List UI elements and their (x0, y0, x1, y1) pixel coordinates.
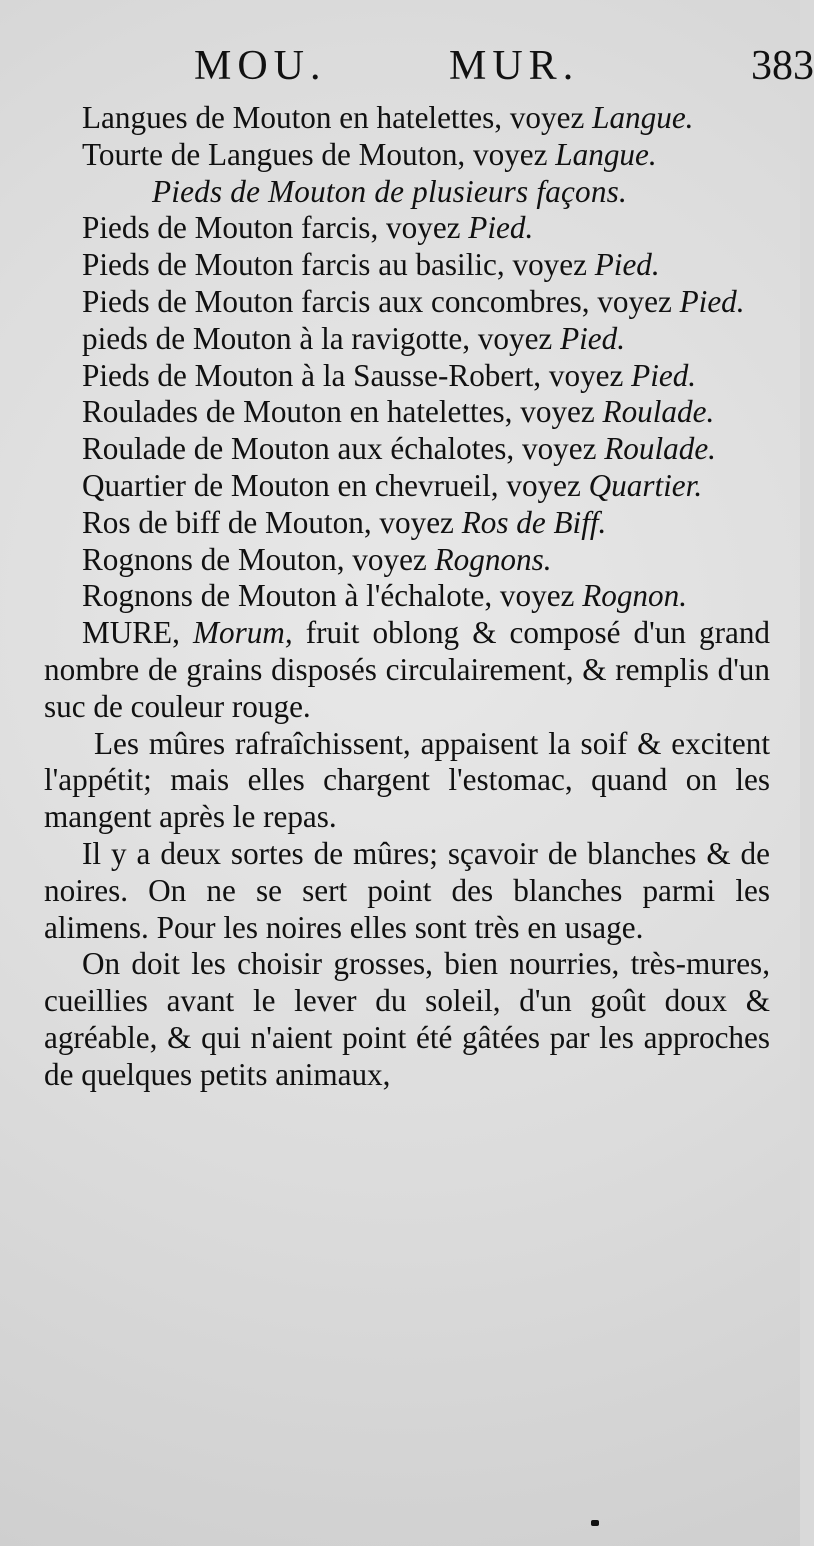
cross-reference: Langue. (555, 136, 657, 172)
entry-tourte-langues: Tourte de Langues de Mouton, voyez Langue. (82, 136, 657, 172)
entry-pieds-sausse-robert: Pieds de Mouton à la Sausse-Robert, voyez Pied. (82, 357, 697, 393)
cross-reference: Roulade. (602, 394, 715, 430)
cross-reference: Pied. (631, 357, 697, 393)
entry-pieds-ravigotte: pieds de Mouton à la ravigotte, voyez Pied. (82, 320, 626, 356)
entry-roulade-echalotes: Roulade de Mouton aux échalotes, voyez Roulade. (82, 431, 716, 467)
cross-reference: Quartier. (588, 467, 703, 503)
entry-langues-hatelettes: Langues de Mouton en hatelettes, voyez Langue. (82, 100, 694, 135)
cross-reference: Pied. (594, 247, 660, 283)
cross-reference: Langue. (592, 100, 694, 135)
headword: MURE, (82, 615, 193, 651)
entry-roulades-hatelettes: Roulades de Mouton en hatelettes, voyez Roulade. (82, 394, 715, 430)
entry-pieds-basilic: Pieds de Mouton farcis au basilic, voyez Pied. (82, 247, 660, 283)
cross-reference: Rognons. (434, 541, 552, 577)
entry-rognons-echalote: Rognons de Mouton à l'échalote, voyez Rognon. (82, 578, 688, 614)
cross-reference: Pied. (679, 283, 745, 319)
cross-reference: Pied. (468, 210, 534, 246)
cross-reference: Roulade. (604, 431, 716, 467)
paragraph-choix: On doit les choisir grosses, bien nourries, très-mures, cueillies avant le lever du soleil, d'un goût doux & agréable, & qui n'aient point été gâtées par les approches de quelques petits animaux, (44, 946, 770, 1092)
header-left-word: MOU. (194, 43, 327, 89)
cross-reference: Pied. (560, 320, 626, 356)
paragraph-proprietes: Les mûres rafraîchissent, appaisent la soif & excitent l'appétit; mais elles chargent l'estomac, quand on les mangent après le repas. (44, 725, 770, 835)
subheading-pieds: Pieds de Mouton de plusieurs façons. (152, 173, 627, 209)
entry-pieds-concombres: Pieds de Mouton farcis aux concombres, voyez Pied. (82, 283, 745, 319)
ink-mark (591, 1520, 599, 1526)
latin-name: Morum, (193, 615, 293, 651)
running-header (194, 42, 814, 100)
entry-quartier-chevrueil: Quartier de Mouton en chevrueil, voyez Quartier. (82, 467, 703, 503)
page-number: 383 (751, 43, 814, 89)
cross-reference: Rognon. (582, 578, 688, 614)
entry-mure-definition: MURE, Morum, fruit oblong & composé d'un grand nombre de grains disposés circulairement, & remplis d'un suc de couleur rouge. (44, 615, 771, 724)
entry-pieds-farcis: Pieds de Mouton farcis, voyez Pied. (82, 210, 534, 246)
header-right-word: MUR. (449, 43, 580, 89)
paragraph-sortes: Il y a deux sortes de mûres; sçavoir de blanches & de noires. On ne se sert point des blanches parmi les alimens. Pour les noires elles sont très en usage. (44, 835, 770, 945)
page-body (44, 100, 770, 1094)
entry-rognons: Rognons de Mouton, voyez Rognons. (82, 541, 552, 577)
cross-reference: Ros de Biff. (461, 504, 607, 540)
entry-ros-de-biff: Ros de biff de Mouton, voyez Ros de Biff. (82, 504, 607, 540)
